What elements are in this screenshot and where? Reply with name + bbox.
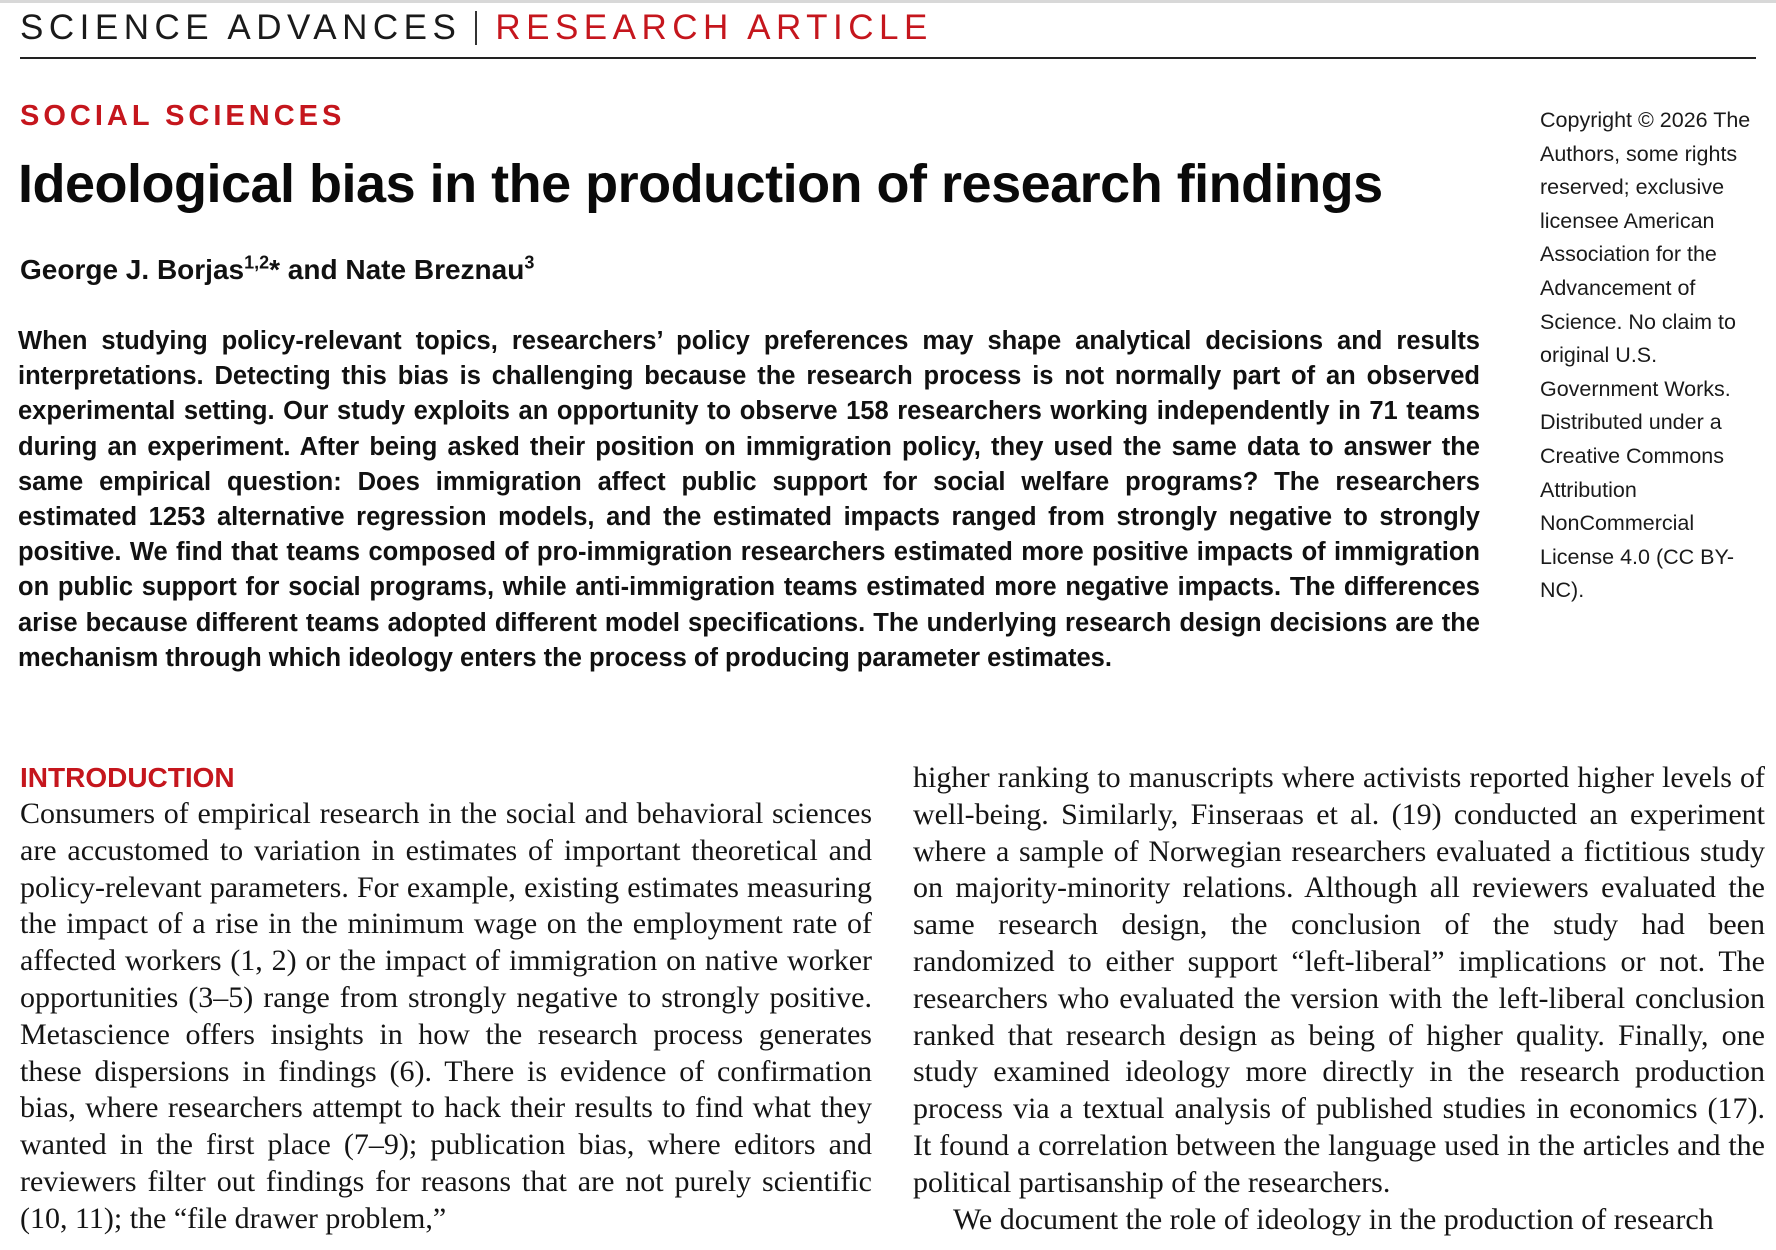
header-rule: [20, 57, 1756, 59]
right-column: [913, 760, 1765, 1238]
section-label: SOCIAL SCIENCES: [20, 100, 346, 132]
copyright-notice: Copyright © 2026 The Authors, some rights reserved; exclusive licensee American Association for the Advancement of Science. No claim to original U.S. Government Works. Distributed under a Creative Commons Attribution NonCommercial License 4.0 (CC BY-NC).: [1540, 108, 1751, 603]
body-paragraph: Consumers of empirical research in the social and behavioral sciences are accustomed to variation in estimates of important theoretical and policy-relevant parameters. For example, existing estimates measuring the impact of a rise in the minimum wage on the employment rate of affected workers (1, 2) or the impact of immigration on native worker opportunities (3–5) range from strongly negative to strongly positive. Metascience offers insights in how the research process generates these dispersions in findings (6). There is evidence of confirmation bias, where researchers attempt to hack their results to find what they wanted in the first place (7–9); publication bias, where editors and reviewers filter out findings for reasons that are not purely scientific (10, 11); the “file drawer problem,”: [20, 797, 872, 1235]
body-paragraph: We document the role of ideology in the production of research: [953, 1202, 1714, 1236]
introduction-heading: INTRODUCTION: [20, 762, 235, 793]
left-column: [20, 760, 872, 1238]
body-paragraph: higher ranking to manuscripts where activists reported higher levels of well-being. Similarly, Finseraas et al. (19) conducted an experiment where a sample of Norwegian researchers evaluated a fictitious study on majority-minority relations. Although all reviewers evaluated the same research design, the conclusion of the study had been randomized to either support “left-liberal” implications or not. The researchers who evaluated the version with the left-liberal conclusion ranked that research design as being of higher quality. Finally, one study examined ideology more directly in the research production process via a textual analysis of published studies in economics (17). It found a correlation between the language used in the articles and the political partisanship of the researchers.: [913, 761, 1765, 1199]
corresponding-author-mark: *: [269, 254, 281, 285]
author-affiliation[interactable]: 1,2: [244, 252, 270, 273]
author-line: [20, 250, 534, 290]
top-rule: [0, 0, 1776, 3]
author-name[interactable]: George J. Borjas: [20, 254, 245, 285]
article-type: RESEARCH ARTICLE: [495, 8, 933, 47]
article-title: Ideological bias in the production of research findings: [18, 154, 1383, 214]
journal-name: SCIENCE ADVANCES: [20, 8, 462, 47]
author-affiliation[interactable]: 3: [524, 252, 535, 273]
abstract: When studying policy-relevant topics, researchers’ policy preferences may shape analytical decisions and results interpretations. Detecting this bias is challenging because the research process is not normally part of an observed experimental setting. Our study exploits an opportunity to observe 158 researchers working independently in 71 teams during an experiment. After being asked their position on immigration policy, they used the same data to answer the same empirical question: Does immigration affect public support for social welfare programs? The researchers estimated 1253 alternative regression models, and the estimated impacts ranged from strongly negative to strongly positive. We find that teams composed of pro-immigration researchers estimated more positive impacts of immigration on public support for social programs, while anti-immigration teams estimated more negative impacts. The differences arise because different teams adopted different model specifications. The underlying research design decisions are the mechanism through which ideology enters the process of producing parameter estimates.: [18, 327, 1480, 672]
masthead: [20, 4, 933, 52]
author-conjunction: and: [280, 254, 346, 285]
masthead-divider: [475, 11, 477, 45]
author-name[interactable]: Nate Breznau: [345, 254, 525, 285]
